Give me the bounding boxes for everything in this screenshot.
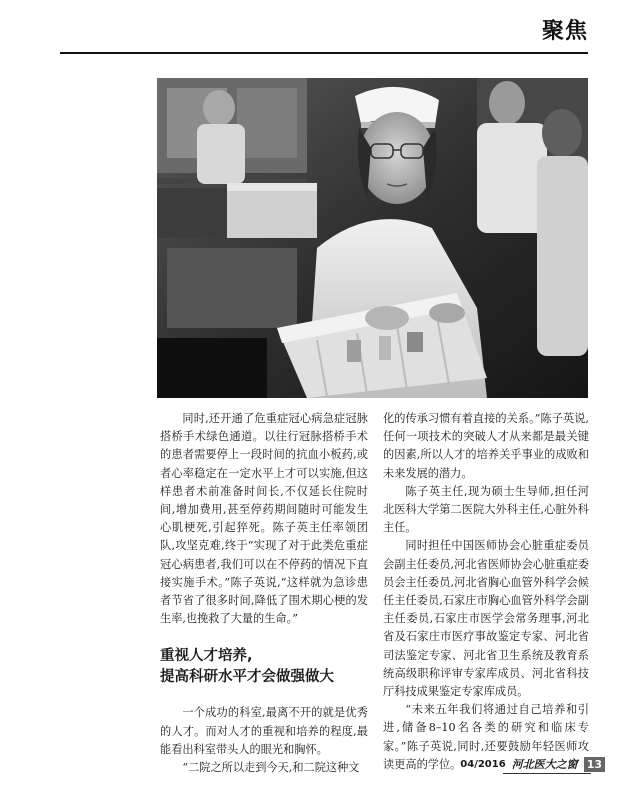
footer-rule <box>503 773 591 774</box>
section-label: 聚焦 <box>541 19 588 44</box>
page-number: 13 <box>584 757 605 772</box>
footer <box>460 756 605 772</box>
heading-line-1: 重视人才培养, <box>160 648 253 665</box>
paragraph: 化的传承习惯有着直接的关系。”陈子英说,任何一项技术的突破人才从来都是最关键的因素,所以人才的培养关乎事业的成败和未来发展的潜力。 <box>383 412 589 480</box>
paragraph: 陈子英主任,现为硕士生导师,担任河北医科大学第二医院大外科主任,心脏外科主任。 <box>383 484 589 535</box>
paragraph: “未来五年我们将通过自己培养和引进,储备8–10名各类的研究和临床专家。”陈子英说,同时,还要鼓励年轻医师攻读更高的学位。 <box>383 703 589 771</box>
photo-illustration <box>157 78 588 398</box>
magazine-name: 河北医大之窗 <box>511 758 578 771</box>
header-rule <box>60 52 588 54</box>
paragraph: “二院之所以走到今天,和二院这种文 <box>182 761 360 775</box>
article-photo <box>157 78 588 398</box>
paragraph: 一个成功的科室,最离不开的就是优秀的人才。而对人才的重视和培养的程度,最能看出科室带头人的眼光和胸怀。 <box>160 706 368 756</box>
right-column <box>383 410 589 774</box>
left-column <box>160 410 368 777</box>
paragraph: 同时,还开通了危重症冠心病急症冠脉搭桥手术绿色通道。以往行冠脉搭桥手术的患者需要停上一段时间的抗血小板药,或者心率稳定在一定水平上才可以实施,但这样患者术前准备时间长,不仅延长住院时间,增加费用,甚至停药期间随时可能发生心肌梗死,引起猝死。陈子英主任率领团队,攻坚克难,终于“实现了对于此类危重症冠心病患者,我们可以在不停药的情况下直接实施手术。”陈子英说,“这样就为急诊患者节省了很多时间,降低了围术期心梗的发生率,也挽救了大量的生命。” <box>160 412 368 626</box>
paragraph: 同时担任中国医师协会心脏重症委员会副主任委员,河北省医师协会心脏重症委员会主任委员,河北省胸心血管外科学会候任主任委员,石家庄市胸心血管外科学会副主任委员,石家庄市医学会常务理事,河北省及石家庄市医疗事故鉴定专家、河北省司法鉴定专家、河北省卫生系统及教育系统高级职称评审专家库成员、河北省科技厅科技成果鉴定专家库成员。 <box>383 539 589 699</box>
issue-date: 04/2016 <box>460 758 506 770</box>
section-heading <box>160 646 368 688</box>
heading-line-2: 提高科研水平才会做强做大 <box>160 669 334 686</box>
